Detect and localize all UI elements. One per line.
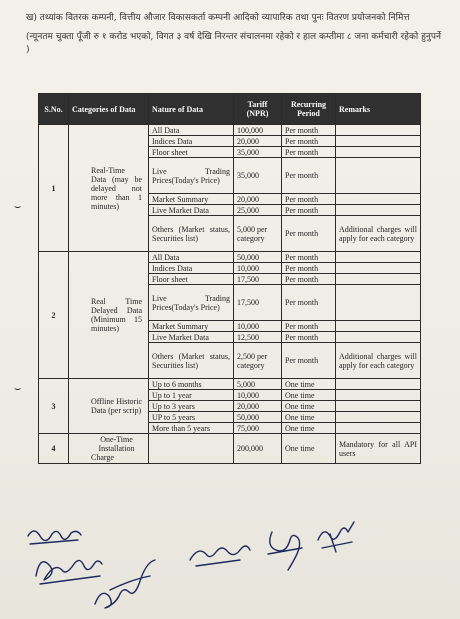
cell-category: One-Time Installation Charge [69, 434, 149, 464]
cell-nature: Others (Market status, Securities list) [149, 216, 234, 252]
cell-tariff: 10,000 [234, 321, 282, 332]
tariff-table [38, 93, 421, 464]
cell-tariff: 20,000 [234, 401, 282, 412]
header-nature: Nature of Data [149, 94, 234, 125]
cell-tariff: 10,000 [234, 390, 282, 401]
cell-nature [149, 434, 234, 464]
cell-tariff: 17,500 [234, 285, 282, 321]
cell-period: One time [282, 390, 336, 401]
cell-remarks [336, 136, 421, 147]
cell-tariff: 5,000 per category [234, 216, 282, 252]
signature-6 [318, 522, 354, 552]
cell-tariff: 200,000 [234, 434, 282, 464]
cell-tariff: 50,000 [234, 412, 282, 423]
table-body [39, 125, 421, 464]
cell-remarks [336, 158, 421, 194]
cell-tariff: 2,500 per category [234, 343, 282, 379]
intro-line-2: (न्यूनतम चुक्ता पूँजी रु १ करोड भएको, विगत ३ वर्ष देखि निरन्तर संचालनमा रहेको र हाल कम्तीमा ८ जना कर्मचारी रहेको हुनुपर्ने ) [26, 32, 441, 55]
cell-remarks [336, 285, 421, 321]
cell-nature: UP to 5 years [149, 412, 234, 423]
intro-text [26, 12, 446, 63]
cell-tariff: 20,000 [234, 136, 282, 147]
cell-period: Per month [282, 285, 336, 321]
table-row [39, 434, 421, 464]
cell-nature: Market Summary [149, 194, 234, 205]
intro-line-1: ख) तथ्यांक वितरक कम्पनी, वित्तीय औजार विकासकर्ता कम्पनी आदिको व्यापारिक तथा पुनः वितरण प्रयोजनको निमित्त [26, 13, 410, 23]
signatures-area [0, 518, 460, 618]
header-category: Categories of Data [69, 94, 149, 125]
cell-remarks [336, 274, 421, 285]
cell-tariff: 25,000 [234, 205, 282, 216]
cell-period: One time [282, 379, 336, 390]
cell-sno: 1 [39, 125, 69, 252]
header-tariff: Tariff (NPR) [234, 94, 282, 125]
cell-nature: Indices Data [149, 263, 234, 274]
cell-nature: Up to 1 year [149, 390, 234, 401]
cell-tariff: 17,500 [234, 274, 282, 285]
cell-remarks [336, 194, 421, 205]
cell-period: Per month [282, 125, 336, 136]
cell-period: Per month [282, 136, 336, 147]
cell-nature: Live Market Data [149, 205, 234, 216]
cell-category: Real-Time Data (may be delayed not more than 1 minutes) [69, 125, 149, 252]
cell-remarks [336, 205, 421, 216]
cell-tariff: 10,000 [234, 263, 282, 274]
cell-remarks [336, 390, 421, 401]
table-row [39, 125, 421, 136]
cell-remarks [336, 252, 421, 263]
cell-nature: More than 5 years [149, 423, 234, 434]
cell-remarks [336, 125, 421, 136]
margin-tick-icon: ⌣ [14, 200, 22, 213]
cell-remarks: Mandatory for all API users [336, 434, 421, 464]
cell-remarks [336, 332, 421, 343]
cell-remarks [336, 379, 421, 390]
cell-remarks [336, 412, 421, 423]
cell-tariff: 100,000 [234, 125, 282, 136]
cell-sno: 3 [39, 379, 69, 434]
cell-period: One time [282, 412, 336, 423]
cell-nature: Market Summary [149, 321, 234, 332]
cell-nature: Live Trading Prices(Today's Price) [149, 158, 234, 194]
cell-remarks [336, 401, 421, 412]
cell-category: Real Time Delayed Data (Minimum 15 minutes) [69, 252, 149, 379]
cell-period: Per month [282, 263, 336, 274]
cell-nature: Live Market Data [149, 332, 234, 343]
cell-nature: Floor sheet [149, 274, 234, 285]
cell-remarks: Additional charges will apply for each category [336, 216, 421, 252]
header-period: Recurring Period [282, 94, 336, 125]
cell-period: Per month [282, 321, 336, 332]
cell-sno: 4 [39, 434, 69, 464]
cell-period: Per month [282, 252, 336, 263]
cell-remarks: Additional charges will apply for each category [336, 343, 421, 379]
cell-nature: Up to 6 months [149, 379, 234, 390]
table-header-row [39, 94, 421, 125]
cell-sno: 2 [39, 252, 69, 379]
signature-1 [28, 531, 81, 544]
cell-period: One time [282, 423, 336, 434]
signature-5 [268, 532, 302, 570]
cell-period: Per month [282, 194, 336, 205]
cell-nature: All Data [149, 252, 234, 263]
signature-2 [36, 560, 102, 584]
cell-tariff: 35,000 [234, 158, 282, 194]
cell-remarks [336, 423, 421, 434]
cell-period: Per month [282, 205, 336, 216]
cell-tariff: 50,000 [234, 252, 282, 263]
table-row [39, 379, 421, 390]
header-remarks: Remarks [336, 94, 421, 125]
cell-remarks [336, 263, 421, 274]
cell-period: Per month [282, 274, 336, 285]
cell-remarks [336, 321, 421, 332]
cell-remarks [336, 147, 421, 158]
cell-period: One time [282, 401, 336, 412]
cell-tariff: 35,000 [234, 147, 282, 158]
cell-tariff: 20,000 [234, 194, 282, 205]
cell-nature: Others (Market status, Securities list) [149, 343, 234, 379]
cell-period: Per month [282, 147, 336, 158]
cell-period: Per month [282, 332, 336, 343]
cell-tariff: 5,000 [234, 379, 282, 390]
cell-period: Per month [282, 216, 336, 252]
cell-nature: All Data [149, 125, 234, 136]
cell-period: Per month [282, 158, 336, 194]
cell-tariff: 12,500 [234, 332, 282, 343]
signature-4 [190, 546, 250, 566]
header-sno: S.No. [39, 94, 69, 125]
cell-nature: Indices Data [149, 136, 234, 147]
cell-period: One time [282, 434, 336, 464]
margin-tick-icon: ⌣ [14, 382, 22, 395]
cell-category: Offline Historic Data (per scrip) [69, 379, 149, 434]
cell-nature: Up to 3 years [149, 401, 234, 412]
cell-period: Per month [282, 343, 336, 379]
cell-tariff: 75,000 [234, 423, 282, 434]
table-row [39, 252, 421, 263]
cell-nature: Floor sheet [149, 147, 234, 158]
cell-nature: Live Trading Prices(Today's Price) [149, 285, 234, 321]
signature-3 [95, 560, 155, 608]
